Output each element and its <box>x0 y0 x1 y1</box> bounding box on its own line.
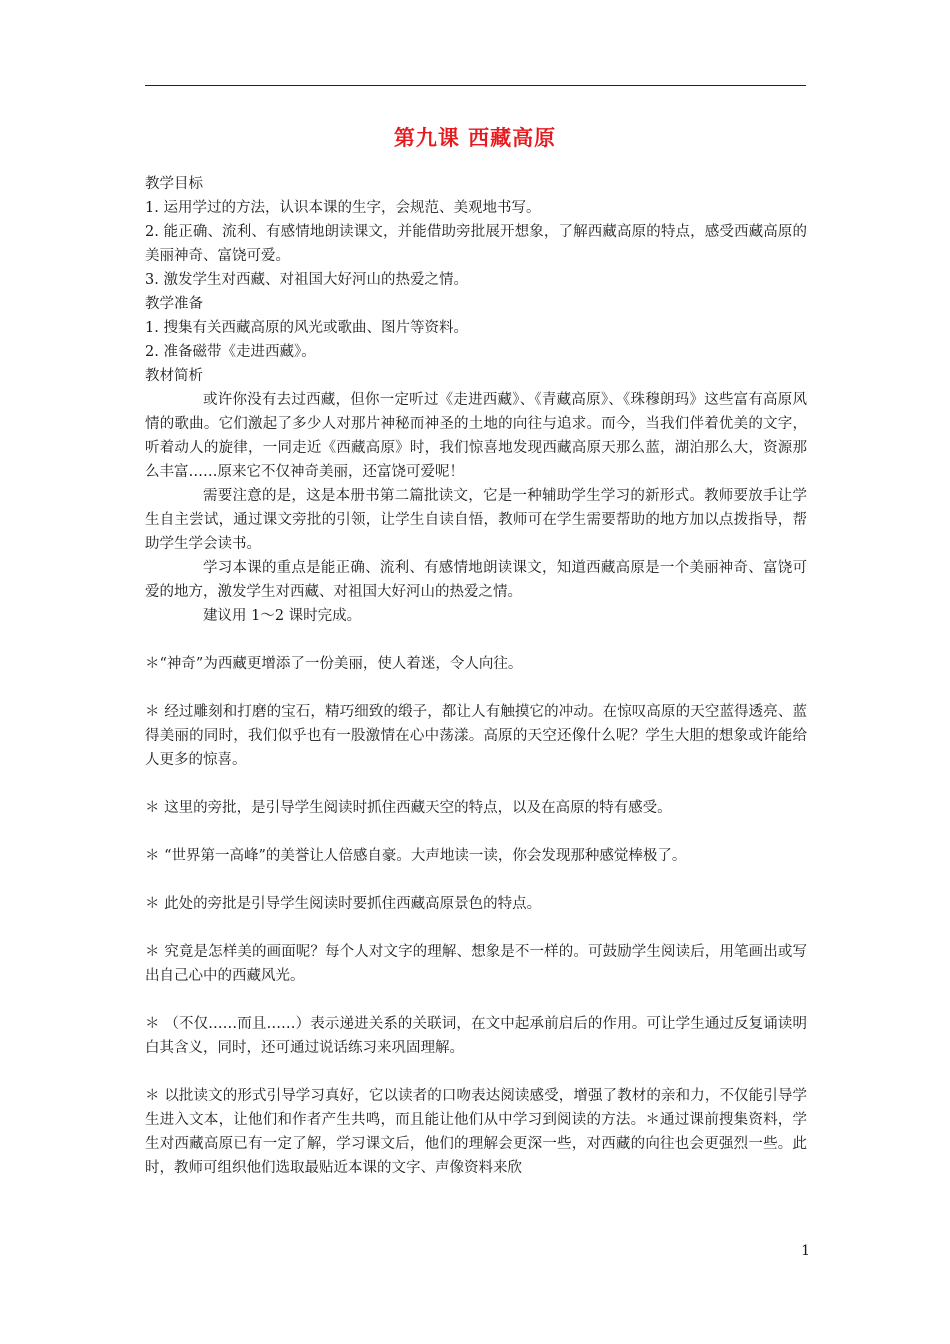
section-heading-analysis: 教材简析 <box>145 368 203 384</box>
page-number: 1 <box>801 1243 810 1259</box>
prep-item-2: 2. 准备磁带《走进西藏》。 <box>145 344 316 360</box>
annotation-note-3: ＊ 这里的旁批，是引导学生阅读时抓住西藏天空的特点，以及在高原的特有感受。 <box>145 800 672 816</box>
annotation-note-1: ＊“神奇”为西藏更增添了一份美丽，使人着迷，令人向往。 <box>145 656 523 672</box>
goal-item-2: 2. 能正确、流利、有感情地朗读课文，并能借助旁批展开想象，了解西藏高原的特点，感受西藏高原的美丽神奇、富饶可爱。 <box>145 224 807 264</box>
annotation-note-7: ＊ （不仅……而且……）表示递进关系的关联词，在文中起承前启后的作用。可让学生通过反复诵读明白其含义，同时，还可通过说话练习来巩固理解。 <box>145 1016 807 1056</box>
page-title: 第九课 西藏高原 <box>393 125 557 150</box>
section-heading-prep: 教学准备 <box>145 296 203 312</box>
analysis-paragraph-3: 学习本课的重点是能正确、流利、有感情地朗读课文，知道西藏高原是一个美丽神奇、富饶可爱的地方，激发学生对西藏、对祖国大好河山的热爱之情。 <box>145 560 807 600</box>
analysis-paragraph-2: 需要注意的是，这是本册书第二篇批读文，它是一种辅助学生学习的新形式。教师要放手让学生自主尝试，通过课文旁批的引领，让学生自读自悟，教师可在学生需要帮助的地方加以点拨指导，帮助学生学会读书。 <box>145 488 807 552</box>
analysis-paragraph-4: 建议用 1～2 课时完成。 <box>203 608 362 624</box>
annotation-note-4: ＊ “世界第一高峰”的美誉让人倍感自豪。大声地读一读，你会发现那种感觉棒极了。 <box>145 848 687 864</box>
section-heading-goals: 教学目标 <box>145 176 203 192</box>
header-rule <box>145 85 806 86</box>
annotation-note-6: ＊ 究竟是怎样美的画面呢？每个人对文字的理解、想象是不一样的。可鼓励学生阅读后，用笔画出或写出自己心中的西藏风光。 <box>145 944 807 984</box>
annotation-note-5: ＊ 此处的旁批是引导学生阅读时要抓住西藏高原景色的特点。 <box>145 896 542 912</box>
annotation-note-2: ＊ 经过雕刻和打磨的宝石，精巧细致的缎子，都让人有触摸它的冲动。在惊叹高原的天空蓝得透亮、蓝得美丽的同时，我们似乎也有一股激情在心中荡漾。高原的天空还像什么呢？学生大胆的想象或许能给人更多的惊喜。 <box>145 704 807 768</box>
goal-item-1: 1. 运用学过的方法，认识本课的生字，会规范、美观地书写。 <box>145 200 541 216</box>
goal-item-3: 3. 激发学生对西藏、对祖国大好河山的热爱之情。 <box>145 272 468 288</box>
document-body <box>145 172 807 1180</box>
prep-item-1: 1. 搜集有关西藏高原的风光或歌曲、图片等资料。 <box>145 320 468 336</box>
annotation-note-8: ＊ 以批读文的形式引导学习真好，它以读者的口吻表达阅读感受，增强了教材的亲和力，不仅能引导学生进入文本，让他们和作者产生共鸣，而且能让他们从中学习到阅读的方法。＊通过课前搜集资料，学生对西藏高原已有一定了解，学习课文后，他们的理解会更深一些，对西藏的向往也会更强烈一些。此时，教师可组织他们选取最贴近本课的文字、声像资料来欣 <box>145 1088 807 1176</box>
analysis-paragraph-1: 或许你没有去过西藏，但你一定听过《走进西藏》、《青藏高原》、《珠穆朗玛》这些富有高原风情的歌曲。它们激起了多少人对那片神秘而神圣的土地的向往与追求。而今，当我们伴着优美的文字，听着动人的旋律，一同走近《西藏高原》时，我们惊喜地发现西藏高原天那么蓝，湖泊那么大，资源那么丰富……原来它不仅神奇美丽，还富饶可爱呢！ <box>145 392 807 480</box>
